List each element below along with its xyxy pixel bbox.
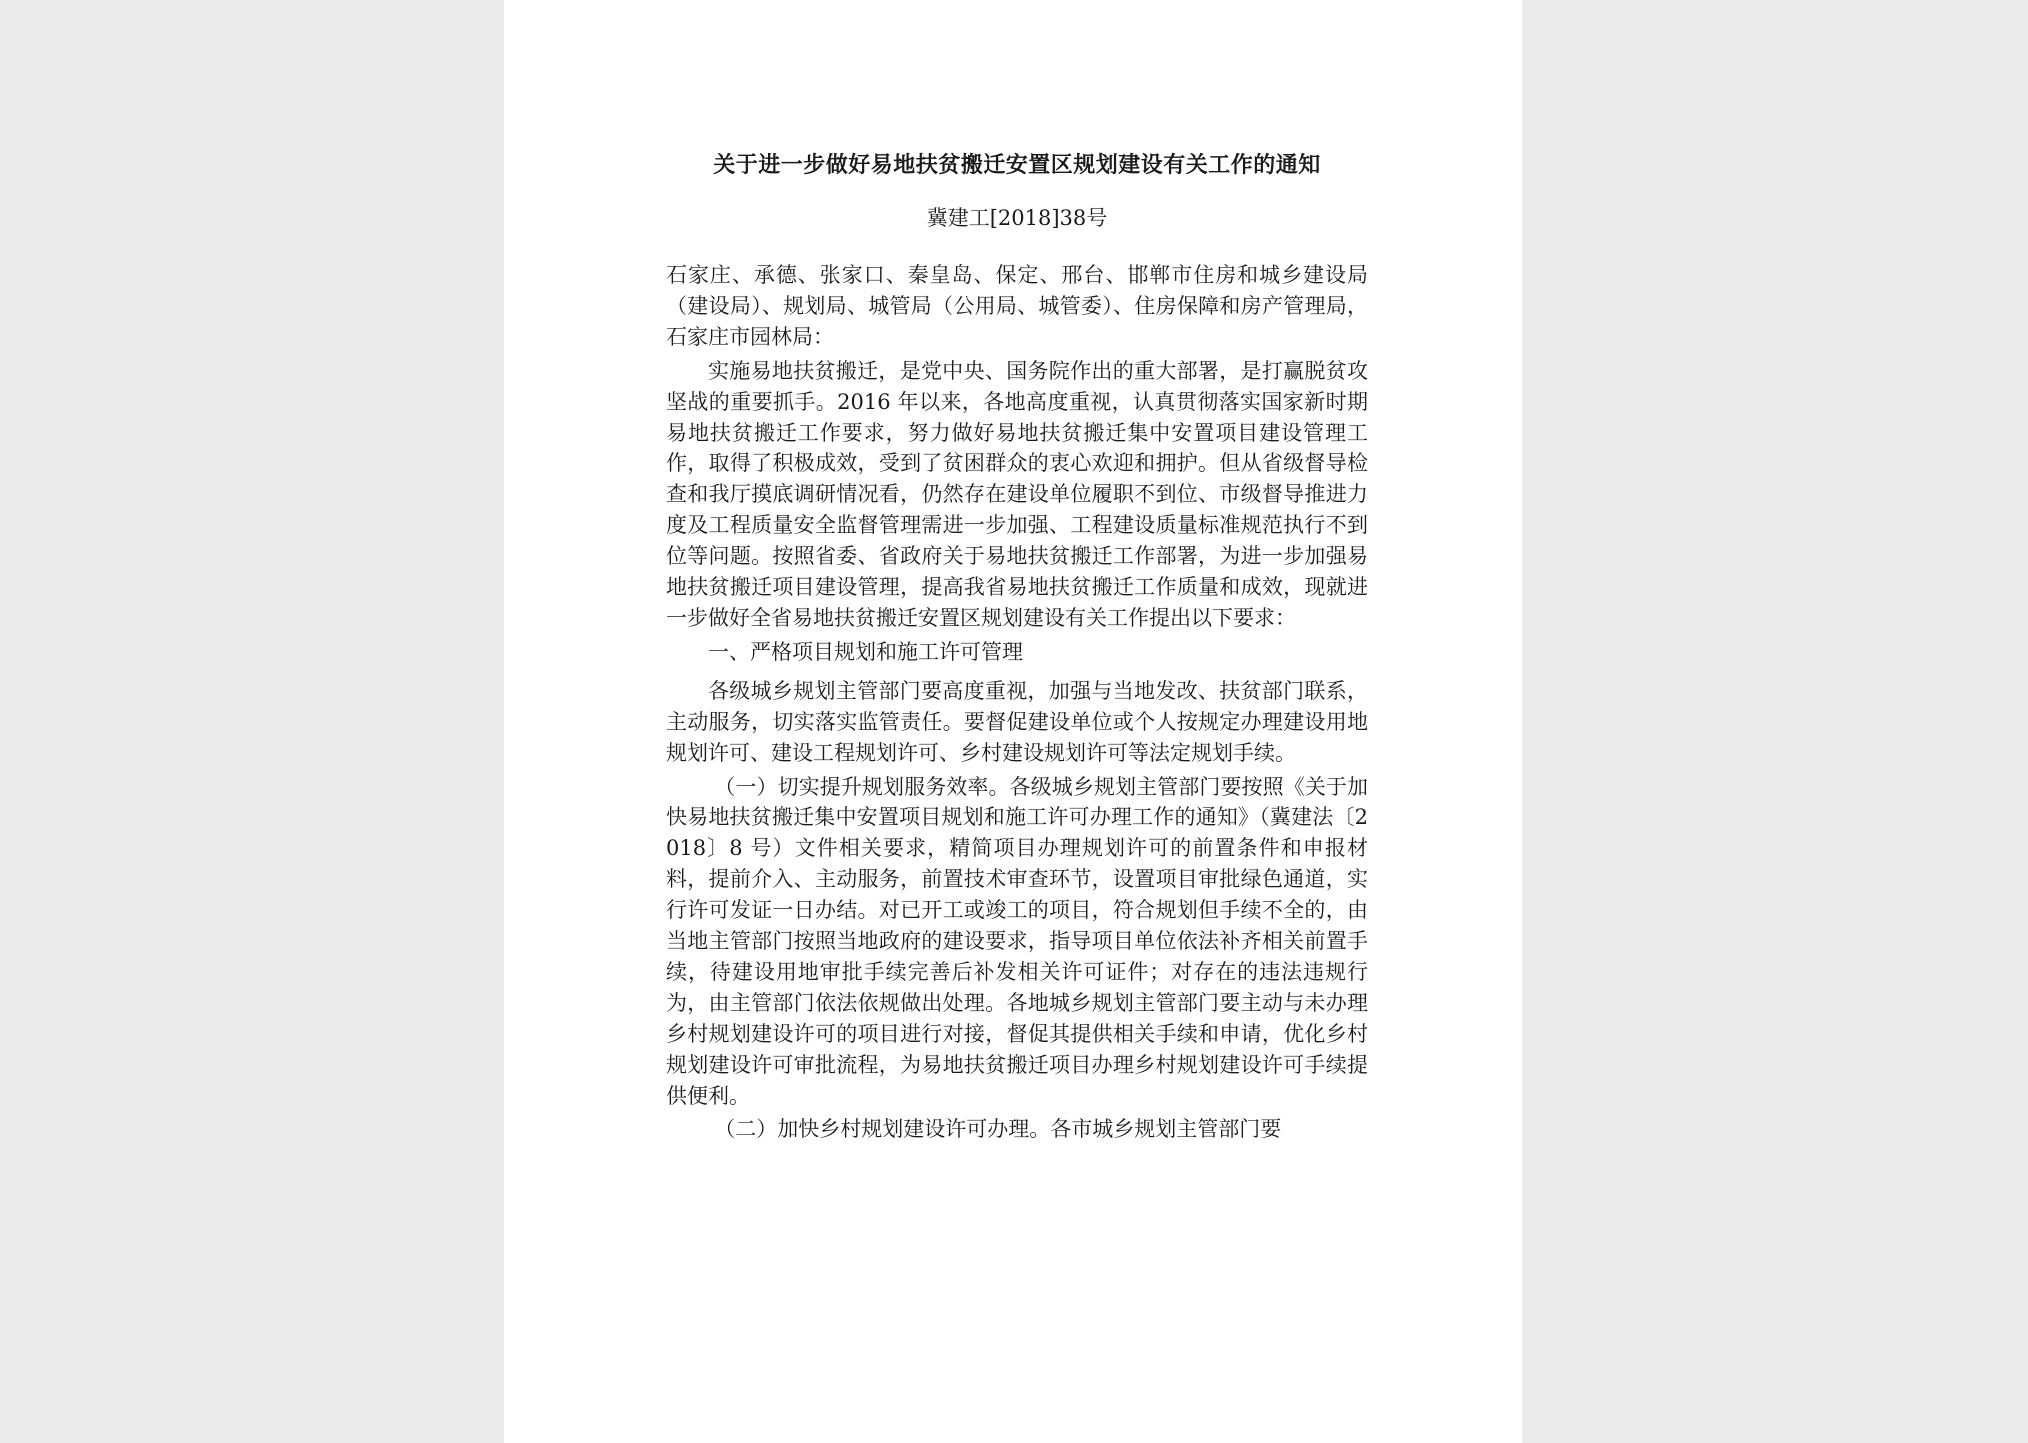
intro-paragraph: 实施易地扶贫搬迁，是党中央、国务院作出的重大部署，是打赢脱贫攻坚战的重要抓手。2016 年以来，各地高度重视，认真贯彻落实国家新时期易地扶贫搬迁工作要求，努力做好易地扶贫搬迁集中安置项目建设管理工作，取得了积极成效，受到了贫困群众的衷心欢迎和拥护。但从省级督导检查和我厅摸底调研情况看，仍然存在建设单位履职不到位、市级督导推进力度及工程质量安全监督管理需进一步加强、工程建设质量标准规范执行不到位等问题。按照省委、省政府关于易地扶贫搬迁工作部署，为进一步加强易地扶贫搬迁项目建设管理，提高我省易地扶贫搬迁工作质量和成效，现就进一步做好全省易地扶贫搬迁安置区规划建设有关工作提出以下要求： (666, 358, 1368, 630)
section-1-paragraph: 各级城乡规划主管部门要高度重视，加强与当地发改、扶贫部门联系，主动服务，切实落实监管责任。要督促建设单位或个人按规定办理建设用地规划许可、建设工程规划许可、乡村建设规划许可等法定规划手续。 (666, 678, 1368, 765)
item-2-paragraph: （二）加快乡村规划建设许可办理。各市城乡规划主管部门要 (714, 1117, 1282, 1142)
section-1-heading: 一、严格项目规划和施工许可管理 (708, 639, 1023, 664)
document-content (666, 140, 1368, 1148)
addressee: 石家庄、承德、张家口、秦皇岛、保定、邢台、邯郸市住房和城乡建设局（建设局）、规划局、城管局（公用局、城管委）、住房保障和房产管理局，石家庄市园林局： (666, 263, 1368, 349)
item-1-paragraph: （一）切实提升规划服务效率。各级城乡规划主管部门要按照《关于加快易地扶贫搬迁集中安置项目规划和施工许可办理工作的通知》（冀建法〔2018〕8 号）文件相关要求，精简项目办理规划许可的前置条件和申报材料，提前介入、主动服务，前置技术审查环节，设置项目审批绿色通道，实行许可发证一日办结。对已开工或竣工的项目，符合规划但手续不全的，由当地主管部门按照当地政府的建设要求，指导项目单位依法补齐相关前置手续，待建设用地审批手续完善后补发相关许可证件；对存在的违法违规行为，由主管部门依法依规做出处理。各地城乡规划主管部门要主动与未办理乡村规划建设许可的项目进行对接，督促其提供相关手续和申请，优化乡村规划建设许可审批流程，为易地扶贫搬迁项目办理乡村规划建设许可手续提供便利。 (666, 774, 1368, 1108)
document-title: 关于进一步做好易地扶贫搬迁安置区规划建设有关工作的通知 (713, 152, 1321, 178)
document-page (504, 0, 1522, 1443)
document-number: 冀建工[2018]38号 (926, 206, 1108, 230)
